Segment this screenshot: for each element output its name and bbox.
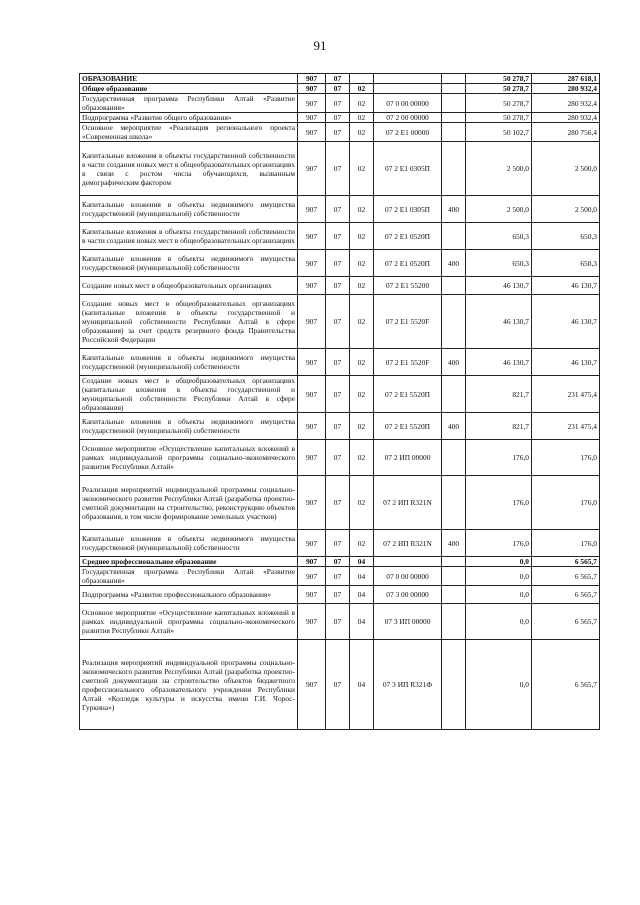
cell-name: Подпрограмма «Развитие профессионального образования» xyxy=(80,586,298,604)
cell-sum1: 821,7 xyxy=(466,376,532,413)
cell-sum2: 6 565,7 xyxy=(532,557,600,567)
cell-subsection: 02 xyxy=(350,440,374,476)
cell-sum1: 50 278,7 xyxy=(466,74,532,84)
cell-code: 907 xyxy=(298,440,326,476)
cell-sum1: 2 500,0 xyxy=(466,196,532,223)
cell-section: 07 xyxy=(326,223,350,250)
cell-type: 400 xyxy=(442,530,466,557)
cell-section: 07 xyxy=(326,640,350,730)
cell-sum2: 231 475,4 xyxy=(532,376,600,413)
cell-sum1: 821,7 xyxy=(466,413,532,440)
cell-section: 07 xyxy=(326,277,350,295)
table-row xyxy=(80,413,600,440)
cell-code: 907 xyxy=(298,142,326,196)
cell-sum1: 50 278,7 xyxy=(466,84,532,94)
cell-name: Капитальные вложения в объекты недвижимого имущества государственной (муниципальной) собственности xyxy=(80,250,298,277)
cell-section: 07 xyxy=(326,113,350,123)
cell-sum1: 0,0 xyxy=(466,557,532,567)
cell-target: 07 2 ИП R321N xyxy=(374,476,442,530)
cell-target: 07 3 00 00000 xyxy=(374,586,442,604)
cell-sum1: 0,0 xyxy=(466,604,532,640)
cell-code: 907 xyxy=(298,586,326,604)
cell-name: Среднее профессиональное образование xyxy=(80,557,298,567)
cell-sum1: 0,0 xyxy=(466,586,532,604)
cell-type xyxy=(442,142,466,196)
cell-section: 07 xyxy=(326,94,350,113)
cell-sum1: 50 278,7 xyxy=(466,94,532,113)
cell-name: Подпрограмма «Развитие общего образования» xyxy=(80,113,298,123)
table-row xyxy=(80,277,600,295)
table-body xyxy=(80,74,600,730)
cell-type xyxy=(442,113,466,123)
cell-code: 907 xyxy=(298,94,326,113)
cell-name: Государственная программа Республики Алтай «Развитие образования» xyxy=(80,567,298,586)
table-row xyxy=(80,94,600,113)
cell-sum2: 287 618,1 xyxy=(532,74,600,84)
table-row xyxy=(80,476,600,530)
cell-subsection: 02 xyxy=(350,530,374,557)
cell-sum1: 50 102,7 xyxy=(466,123,532,142)
cell-section: 07 xyxy=(326,413,350,440)
cell-type xyxy=(442,295,466,349)
cell-sum1: 176,0 xyxy=(466,440,532,476)
cell-sum1: 650,3 xyxy=(466,250,532,277)
cell-target: 07 2 ИП R321N xyxy=(374,530,442,557)
cell-target: 07 2 E1 5520F xyxy=(374,295,442,349)
cell-sum2: 176,0 xyxy=(532,440,600,476)
cell-code: 907 xyxy=(298,530,326,557)
cell-name: Основное мероприятие «Реализация регионального проекта «Современная школа» xyxy=(80,123,298,142)
cell-type xyxy=(442,557,466,567)
cell-target: 07 2 E1 0305П xyxy=(374,142,442,196)
cell-sum2: 280 932,4 xyxy=(532,84,600,94)
cell-name: Создание новых мест в общеобразовательных организациях xyxy=(80,277,298,295)
cell-code: 907 xyxy=(298,476,326,530)
cell-name: Капитальные вложения в объекты недвижимого имущества государственной (муниципальной) собственности xyxy=(80,530,298,557)
cell-sum2: 6 565,7 xyxy=(532,567,600,586)
cell-subsection: 02 xyxy=(350,94,374,113)
cell-target: 07 2 E1 5520П xyxy=(374,376,442,413)
cell-code: 907 xyxy=(298,640,326,730)
cell-section: 07 xyxy=(326,557,350,567)
cell-type xyxy=(442,74,466,84)
cell-section: 07 xyxy=(326,476,350,530)
table-row xyxy=(80,586,600,604)
cell-code: 907 xyxy=(298,349,326,376)
cell-type xyxy=(442,604,466,640)
cell-name: Создание новых мест в общеобразовательных организациях (капитальные вложения в объекты государственной и муниципальной собственности Республики Алтай в сфере образования) xyxy=(80,376,298,413)
cell-sum2: 650,3 xyxy=(532,250,600,277)
cell-section: 07 xyxy=(326,604,350,640)
table-row xyxy=(80,349,600,376)
cell-sum1: 0,0 xyxy=(466,567,532,586)
cell-name: Капитальные вложения в объекты недвижимого имущества государственной (муниципальной) собственности xyxy=(80,196,298,223)
cell-section: 07 xyxy=(326,586,350,604)
cell-name: Общее образование xyxy=(80,84,298,94)
cell-code: 907 xyxy=(298,604,326,640)
cell-target: 07 2 E1 5520П xyxy=(374,413,442,440)
cell-target: 07 2 E1 0520П xyxy=(374,223,442,250)
cell-sum1: 176,0 xyxy=(466,476,532,530)
cell-section: 07 xyxy=(326,84,350,94)
cell-section: 07 xyxy=(326,74,350,84)
cell-sum1: 46 130,7 xyxy=(466,295,532,349)
cell-sum2: 46 130,7 xyxy=(532,277,600,295)
cell-subsection: 02 xyxy=(350,123,374,142)
cell-target: 07 2 E1 5520F xyxy=(374,349,442,376)
cell-sum1: 0,0 xyxy=(466,640,532,730)
table-row xyxy=(80,123,600,142)
cell-subsection: 02 xyxy=(350,376,374,413)
cell-code: 907 xyxy=(298,557,326,567)
cell-target: 07 2 ИП 00000 xyxy=(374,440,442,476)
cell-subsection: 02 xyxy=(350,196,374,223)
cell-type xyxy=(442,277,466,295)
cell-type xyxy=(442,440,466,476)
table-row xyxy=(80,557,600,567)
cell-section: 07 xyxy=(326,295,350,349)
table-row xyxy=(80,295,600,349)
cell-name: Создание новых мест в общеобразовательных организациях (капитальные вложения в объекты государственной и муниципальной собственности Республики Алтай в сфере образования) за счет средств резервного фонда Правительства Российской Федерации xyxy=(80,295,298,349)
cell-type xyxy=(442,84,466,94)
cell-sum2: 280 932,4 xyxy=(532,94,600,113)
page-number: 91 xyxy=(313,38,327,53)
cell-name: Основное мероприятие «Осуществление капитальных вложений в рамках индивидуальной программы социально-экономического развития Республики Алтай» xyxy=(80,604,298,640)
cell-name: Реализация мероприятий индивидуальной программы социально-экономического развития Республики Алтай (разработка проектно-сметной документации на строительство объектов бюджетного профессионального образовательного учреждения Республики Алтай «Колледж культуры и искусства имени Г.И. Чорос-Гуркина») xyxy=(80,640,298,730)
cell-target: 07 2 E1 0305П xyxy=(374,196,442,223)
cell-subsection: 04 xyxy=(350,586,374,604)
cell-sum1: 46 130,7 xyxy=(466,349,532,376)
cell-target: 07 2 E1 55200 xyxy=(374,277,442,295)
cell-sum2: 280 932,4 xyxy=(532,113,600,123)
cell-subsection: 02 xyxy=(350,250,374,277)
cell-code: 907 xyxy=(298,123,326,142)
cell-section: 07 xyxy=(326,196,350,223)
cell-sum2: 650,3 xyxy=(532,223,600,250)
cell-code: 907 xyxy=(298,250,326,277)
table-row xyxy=(80,640,600,730)
cell-subsection xyxy=(350,74,374,84)
cell-type: 400 xyxy=(442,413,466,440)
cell-sum2: 176,0 xyxy=(532,476,600,530)
cell-subsection: 02 xyxy=(350,295,374,349)
table-row xyxy=(80,604,600,640)
cell-sum2: 231 475,4 xyxy=(532,413,600,440)
cell-name: Государственная программа Республики Алтай «Развитие образования» xyxy=(80,94,298,113)
cell-type xyxy=(442,476,466,530)
cell-target xyxy=(374,84,442,94)
cell-subsection: 02 xyxy=(350,277,374,295)
cell-subsection: 04 xyxy=(350,640,374,730)
cell-name: Капитальные вложения в объекты недвижимого имущества государственной (муниципальной) собственности xyxy=(80,349,298,376)
cell-name: Основное мероприятие «Осуществление капитальных вложений в рамках индивидуальной программы социально-экономического развития Республики Алтай» xyxy=(80,440,298,476)
cell-sum2: 6 565,7 xyxy=(532,586,600,604)
cell-code: 907 xyxy=(298,84,326,94)
cell-code: 907 xyxy=(298,113,326,123)
budget-table xyxy=(79,73,600,730)
table-row xyxy=(80,84,600,94)
cell-type: 400 xyxy=(442,349,466,376)
cell-target: 07 0 00 00000 xyxy=(374,567,442,586)
cell-sum2: 2 500,0 xyxy=(532,196,600,223)
cell-code: 907 xyxy=(298,277,326,295)
cell-code: 907 xyxy=(298,223,326,250)
cell-sum2: 2 500,0 xyxy=(532,142,600,196)
cell-subsection: 04 xyxy=(350,557,374,567)
table-row xyxy=(80,113,600,123)
table-row xyxy=(80,74,600,84)
cell-target: 07 3 ИП 00000 xyxy=(374,604,442,640)
cell-sum2: 280 756,4 xyxy=(532,123,600,142)
cell-section: 07 xyxy=(326,440,350,476)
cell-sum1: 50 278,7 xyxy=(466,113,532,123)
cell-type xyxy=(442,640,466,730)
cell-name: Капитальные вложения в объекты государственной собственности в части создания новых мест в общеобразовательных организациях в связи с ростом числа обучающихся, вызванным демографическим фактором xyxy=(80,142,298,196)
table-row xyxy=(80,250,600,277)
cell-type: 400 xyxy=(442,250,466,277)
cell-subsection: 02 xyxy=(350,113,374,123)
cell-sum1: 46 130,7 xyxy=(466,277,532,295)
cell-subsection: 02 xyxy=(350,476,374,530)
table-row xyxy=(80,440,600,476)
cell-sum2: 6 565,7 xyxy=(532,604,600,640)
cell-subsection: 04 xyxy=(350,567,374,586)
cell-subsection: 04 xyxy=(350,604,374,640)
cell-target: 07 3 ИП R321Ф xyxy=(374,640,442,730)
table-row xyxy=(80,223,600,250)
cell-name: Капитальные вложения в объекты государственной собственности в части создания новых мест в общеобразовательных организациях xyxy=(80,223,298,250)
cell-section: 07 xyxy=(326,530,350,557)
table-row xyxy=(80,376,600,413)
cell-target xyxy=(374,74,442,84)
cell-target: 07 2 E1 00000 xyxy=(374,123,442,142)
cell-sum2: 6 565,7 xyxy=(532,640,600,730)
cell-name: Реализация мероприятий индивидуальной программы социально-экономического развития Республики Алтай (разработка проектно-сметной документации на строительство, реконструкцию объектов образования, в том числе формирование земельных участков) xyxy=(80,476,298,530)
cell-subsection: 02 xyxy=(350,223,374,250)
cell-code: 907 xyxy=(298,295,326,349)
table-row xyxy=(80,530,600,557)
cell-type xyxy=(442,123,466,142)
cell-code: 907 xyxy=(298,196,326,223)
cell-type xyxy=(442,94,466,113)
cell-code: 907 xyxy=(298,74,326,84)
cell-target: 07 0 00 00000 xyxy=(374,94,442,113)
cell-type: 400 xyxy=(442,196,466,223)
cell-section: 07 xyxy=(326,123,350,142)
cell-type xyxy=(442,223,466,250)
cell-type xyxy=(442,376,466,413)
cell-target: 07 2 00 00000 xyxy=(374,113,442,123)
cell-section: 07 xyxy=(326,250,350,277)
cell-sum1: 176,0 xyxy=(466,530,532,557)
cell-section: 07 xyxy=(326,567,350,586)
cell-target: 07 2 E1 0520П xyxy=(374,250,442,277)
cell-code: 907 xyxy=(298,567,326,586)
cell-code: 907 xyxy=(298,376,326,413)
cell-sum1: 2 500,0 xyxy=(466,142,532,196)
cell-subsection: 02 xyxy=(350,142,374,196)
cell-type xyxy=(442,567,466,586)
cell-sum2: 176,0 xyxy=(532,530,600,557)
cell-code: 907 xyxy=(298,413,326,440)
table-row xyxy=(80,196,600,223)
cell-subsection: 02 xyxy=(350,84,374,94)
table-row xyxy=(80,567,600,586)
table-row xyxy=(80,142,600,196)
cell-section: 07 xyxy=(326,349,350,376)
cell-subsection: 02 xyxy=(350,413,374,440)
cell-sum2: 46 130,7 xyxy=(532,295,600,349)
cell-target xyxy=(374,557,442,567)
cell-type xyxy=(442,586,466,604)
cell-section: 07 xyxy=(326,142,350,196)
cell-section: 07 xyxy=(326,376,350,413)
cell-sum2: 46 130,7 xyxy=(532,349,600,376)
cell-name: ОБРАЗОВАНИЕ xyxy=(80,74,298,84)
cell-name: Капитальные вложения в объекты недвижимого имущества государственной (муниципальной) собственности xyxy=(80,413,298,440)
cell-sum1: 650,3 xyxy=(466,223,532,250)
cell-subsection: 02 xyxy=(350,349,374,376)
